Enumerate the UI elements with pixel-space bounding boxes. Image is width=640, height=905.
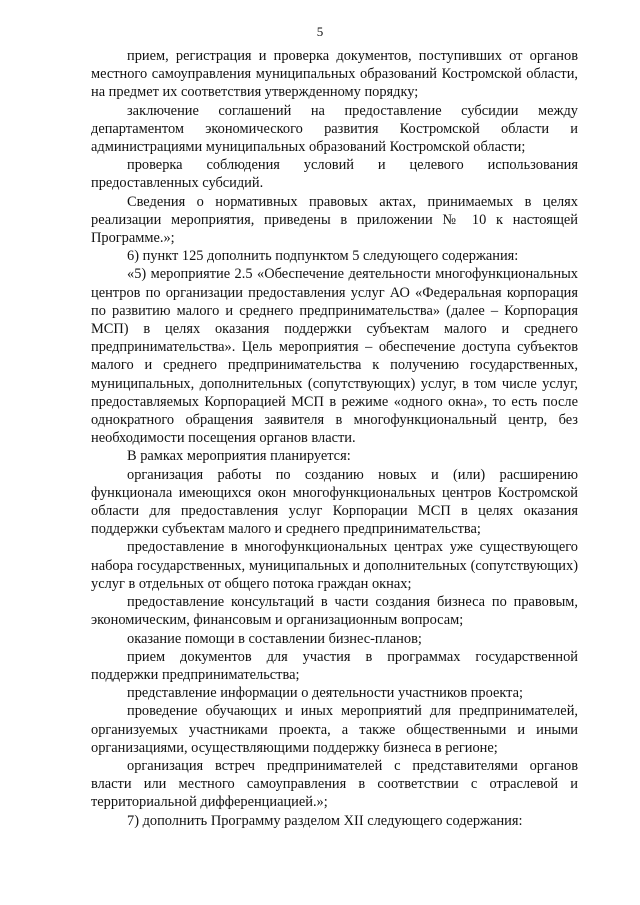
paragraph-training-events: проведение обучающих и иных мероприятий для предпринимателей, организуемых участниками проекта, а также общественными и иными организациями, осуществляющими поддержку бизнеса в регионе; [91,703,578,756]
paragraph-subsidy-agreements: заключение соглашений на предоставление субсидии между департаментом экономического развития Костромской области и администрациями муниципальных образований Костромской области; [91,102,578,156]
paragraph-legal-acts: Сведения о нормативных правовых актах, принимаемых в целях реализации мероприятия, приведены в приложении № 10 к настоящей Программе.»; [91,193,578,247]
paragraph-consultations: предоставление консультаций в части создания бизнеса по правовым, экономическим, финансовым и организационным вопросам; [91,594,578,629]
page-number: 5 [316,24,324,39]
paragraph-item-7: 7) дополнить Программу разделом XII следующего содержания: [127,812,523,829]
paragraph-business-plans: оказание помощи в составлении бизнес-планов; [127,630,422,647]
paragraph-windows-organization: организация работы по созданию новых и (или) расширению функционала имеющихся окон многофункциональных центров Костромской области для предоставления услуг Корпорации МСП в целях оказания поддержки субъектам малого и среднего предпринимательства; [91,466,578,538]
paragraph-services-provision: предоставление в многофункциональных центрах уже существующего набора государственных, муниципальных и дополнительных (сопутствующих) услуг в отдельных от общего потока граждан окнах; [91,539,578,592]
paragraph-authority-meetings: организация встреч предпринимателей с представителями органов власти или местного самоуправления в соответствии с отраслевой и территориальной дифференциацией.»; [91,757,578,811]
paragraph-document-intake: прием документов для участия в программах государственной поддержки предпринимательства; [91,648,578,683]
paragraph-project-info: представление информации о деятельности участников проекта; [127,685,524,702]
document-body [91,47,578,830]
paragraph-subsidy-check: проверка соблюдения условий и целевого использования предоставленных субсидий. [91,157,578,192]
paragraph-measure-2-5: «5) мероприятие 2.5 «Обеспечение деятельности многофункциональных центров по организации предоставления услуг АО «Федеральная корпорация по развитию малого и среднего предпринимательства» (далее – Корпорация МСП) в целях оказания поддержки субъектам малого и среднего предпринимательства». Цель мероприятия – обеспечение доступа субъектов малого и среднего предпринимательства к получению государственных, муниципальных, дополнительных (сопутствующих) услуг, в том числе услуг, предоставляемых Корпорацией МСП в режиме «одного окна», то есть после однократного обращения заявителя в многофункциональный центр, без необходимости посещения органов власти. [91,266,578,447]
paragraph-planned-intro: В рамках мероприятия планируется: [127,448,351,465]
paragraph-document-review: прием, регистрация и проверка документов, поступивших от органов местного самоуправления муниципальных образований Костромской области, на предмет их соответствия утвержденному порядку; [91,48,578,101]
paragraph-item-6: 6) пункт 125 дополнить подпунктом 5 следующего содержания: [127,248,519,265]
